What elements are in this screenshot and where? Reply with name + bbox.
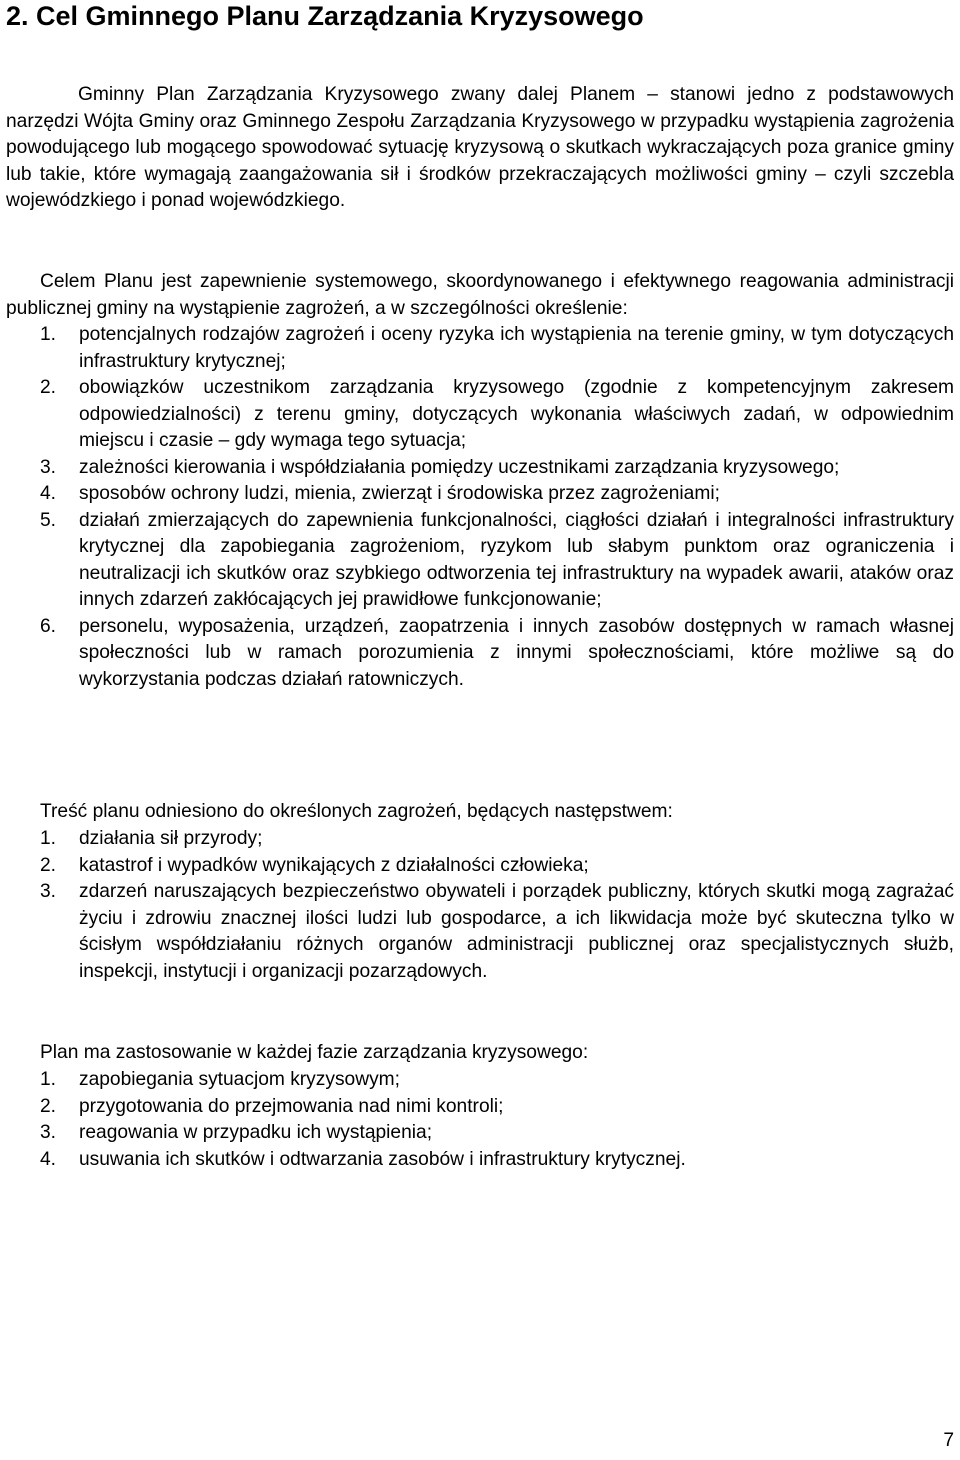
list-number: 3. <box>40 456 57 478</box>
list-item <box>6 614 954 694</box>
list-item <box>6 481 954 508</box>
list-item-text: katastrof i wypadków wynikających z działalności człowieka; <box>79 854 589 876</box>
list-number: 4. <box>40 1148 57 1170</box>
list-item <box>40 1147 954 1174</box>
list-item-text: zależności kierowania i współdziałania pomiędzy uczestnikami zarządzania kryzysowego; <box>79 456 840 478</box>
list-item-text: potencjalnych rodzajów zagrożeń i oceny ryzyka ich wystąpienia na terenie gminy, w tym dotyczących infrastruktury krytycznej; <box>79 324 954 372</box>
list-number: 3. <box>40 881 57 902</box>
list-number: 5. <box>40 509 57 531</box>
list-item <box>6 375 954 455</box>
list-item-text: działania sił przyrody; <box>79 828 263 849</box>
list-number: 6. <box>40 615 57 637</box>
goal-list <box>6 322 954 693</box>
phases-list <box>40 1067 954 1173</box>
list-number: 2. <box>40 854 57 876</box>
list-number: 2. <box>40 377 57 398</box>
list-item <box>6 508 954 614</box>
list-item <box>40 1067 954 1094</box>
list-item-text: działań zmierzających do zapewnienia funkcjonalności, ciągłości działań i integralności infrastruktury krytycznej dla zapobiegania zagrożeniom, ryzykom lub słabym punktom oraz ograniczenia i neutralizacji ich skutków oraz szybkiego odtworzenia tej infrastruktury na wypadek awarii, ataków oraz innych zdarzeń zakłócających jej prawidłowe funkcjonowanie; <box>79 509 954 610</box>
list-number: 1. <box>40 1069 57 1090</box>
intro-paragraph: Gminny Plan Zarządzania Kryzysowego zwany dalej Planem – stanowi jedno z podstawowych narzędzi Wójta Gminy oraz Gminnego Zespołu Zarządzania Kryzysowego w przypadku wystąpienia zagrożenia powodującego lub mogącego spowodować sytuację kryzysową o skutkach wykraczających poza granice gminy lub takie, które wymagają zaangażowania sił i środków przekraczających możliwości gminy – czyli szczebla wojewódzkiego i ponad wojewódzkiego. <box>6 84 954 211</box>
list-item-text: zdarzeń naruszających bezpieczeństwo obywateli i porządek publiczny, których skutki mogą zagrażać życiu i zdrowiu znacznej ilości ludzi lub gospodarce, a ich likwidacja może być skuteczna tylko w ścisłym współdziałaniu różnych organów administracji publicznej oraz specjalistycznych służb, inspekcji, instytucji i organizacji pozarządowych. <box>79 881 954 982</box>
list-item <box>40 826 954 853</box>
list-number: 2. <box>40 1095 57 1117</box>
threats-list <box>40 826 954 985</box>
threats-intro: Treść planu odniesiono do określonych zagrożeń, będących następstwem: <box>40 801 673 822</box>
goal-section <box>6 269 954 693</box>
page-number: 7 <box>943 1430 954 1451</box>
list-item-text: obowiązków uczestnikom zarządzania kryzysowego (zgodnie z kompetencyjnym zakresem odpowiedzialności) z terenu gminy, dotyczących wykonania właściwych zadań, w odpowiednim miejscu i czasie – gdy wymaga tego sytuacja; <box>79 377 954 451</box>
list-number: 4. <box>40 483 57 504</box>
list-item-text: reagowania w przypadku ich wystąpienia; <box>79 1122 433 1143</box>
list-item-text: zapobiegania sytuacjom kryzysowym; <box>79 1069 400 1090</box>
list-item-text: sposobów ochrony ludzi, mienia, zwierząt i środowiska przez zagrożeniami; <box>79 483 720 504</box>
list-item <box>40 1120 954 1147</box>
list-item <box>40 853 954 880</box>
goal-paragraph: Celem Planu jest zapewnienie systemowego, skoordynowanego i efektywnego reagowania administracji publicznej gminy na wystąpienie zagrożeń, a w szczególności określenie: <box>6 271 954 319</box>
list-item <box>6 455 954 482</box>
phases-intro: Plan ma zastosowanie w każdej fazie zarządzania kryzysowego: <box>40 1042 589 1063</box>
section-heading: 2. Cel Gminnego Planu Zarządzania Kryzysowego <box>6 1 644 31</box>
list-item <box>6 322 954 375</box>
list-item-text: personelu, wyposażenia, urządzeń, zaopatrzenia i innych zasobów dostępnych w ramach własnej społeczności lub w ramach porozumienia z innymi społecznościami, które możliwe są do wykorzystania podczas działań ratowniczych. <box>79 615 954 690</box>
list-item <box>40 879 954 985</box>
list-item-text: usuwania ich skutków i odtwarzania zasobów i infrastruktury krytycznej. <box>79 1148 686 1170</box>
list-number: 1. <box>40 828 57 849</box>
list-item-text: przygotowania do przejmowania nad nimi kontroli; <box>79 1095 504 1117</box>
list-item <box>40 1094 954 1121</box>
list-number: 1. <box>40 324 57 345</box>
list-number: 3. <box>40 1122 57 1143</box>
